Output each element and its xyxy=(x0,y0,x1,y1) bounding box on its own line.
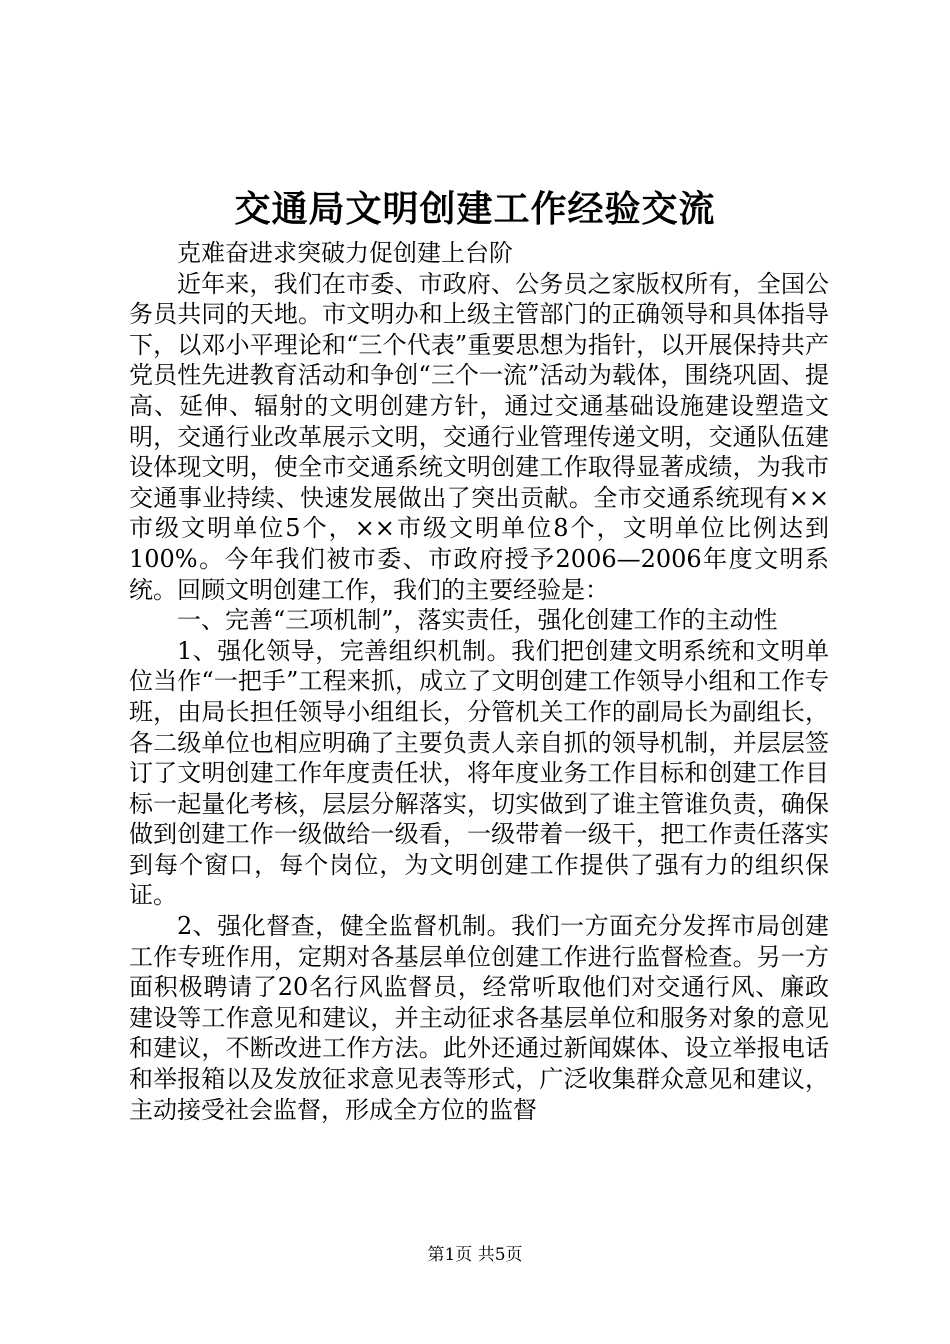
page-footer: 第1页 共5页 xyxy=(427,1245,523,1265)
document-title: 交通局文明创建工作经验交流 xyxy=(234,188,716,230)
point-1-paragraph: 1、强化领导，完善组织机制。我们把创建文明系统和文明单位当作“一把手”工程来抓，成立了文明创建工作领导小组和工作专班，由局长担任领导小组组长，分管机关工作的副局长为副组长，各二级单位也相应明确了主要负责人亲自抓的领导机制，并层层签订了文明创建工作年度责任状，将年度业务工作目标和创建工作目标一起量化考核，层层分解落实，切实做到了谁主管谁负责，确保做到创建工作一级做给一级看，一级带着一级干，把工作责任落实到每个窗口，每个岗位，为文明创建工作提供了强有力的组织保证。 xyxy=(129,636,829,910)
document-body xyxy=(129,238,829,1125)
subtitle-paragraph: 克难奋进求突破力促创建上台阶 xyxy=(177,239,513,267)
intro-paragraph: 近年来，我们在市委、市政府、公务员之家版权所有，全国公务员共同的天地。市文明办和上级主管部门的正确领导和具体指导下，以邓小平理论和“三个代表”重要思想为指针，以开展保持共产党员性先进教育活动和争创“三个一流”活动为载体，围绕巩固、提高、延伸、辐射的文明创建方针，通过交通基础设施建设塑造文明，交通行业改革展示文明，交通行业管理传递文明，交通队伍建设体现文明，使全市交通系统文明创建工作取得显著成绩，为我市交通事业持续、快速发展做出了突出贡献。全市交通系统现有××市级文明单位5个，××市级文明单位8个，文明单位比例达到100%。今年我们被市委、市政府授予2006—2006年度文明系统。回顾文明创建工作，我们的主要经验是： xyxy=(129,269,829,604)
section-heading: 一、完善“三项机制”，落实责任，强化创建工作的主动性 xyxy=(177,606,778,635)
point-2-paragraph: 2、强化督查，健全监督机制。我们一方面充分发挥市局创建工作专班作用，定期对各基层单位创建工作进行监督检查。另一方面积极聘请了20名行风监督员，经常听取他们对交通行风、廉政建设等工作意见和建议，并主动征求各基层单位和服务对象的意见和建议，不断改进工作方法。此外还通过新闻媒体、设立举报电话和举报箱以及发放征求意见表等形式，广泛收集群众意见和建议，主动接受社会监督，形成全方位的监督 xyxy=(129,912,829,1124)
